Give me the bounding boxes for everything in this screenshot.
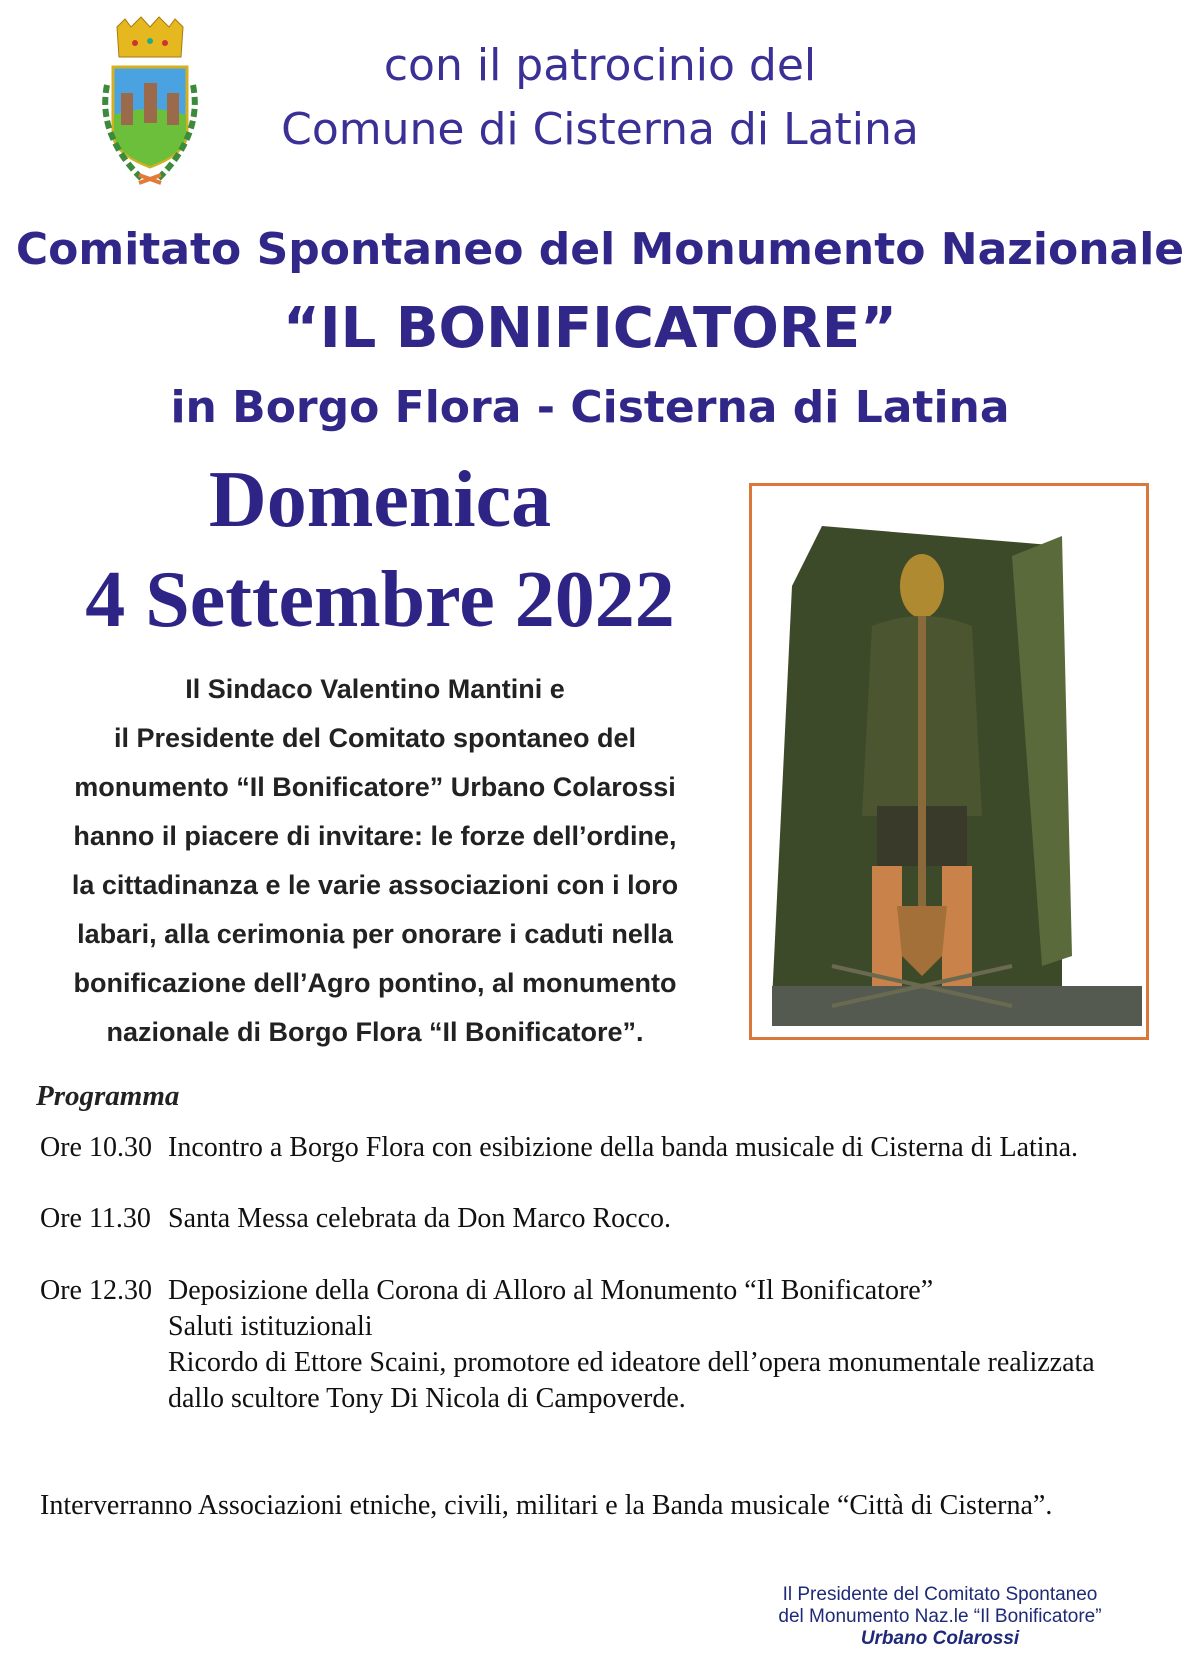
signature-block — [740, 1584, 1140, 1650]
invitation-line: la cittadinanza e le varie associazioni con i loro — [71, 870, 679, 900]
program-time: Ore 10.30 — [40, 1132, 152, 1163]
invitation-line: hanno il piacere di invitare: le forze dell’ordine, — [73, 821, 677, 851]
title-line-1: Comitato Spontaneo del Monumento Nazionale — [15, 224, 1185, 275]
date-full: 4 Settembre 2022 — [85, 556, 675, 644]
program-desc: Incontro a Borgo Flora con esibizione della banda musicale di Cisterna di Latina. — [168, 1132, 1078, 1163]
patronage-line-1: con il patrocinio del — [383, 40, 817, 91]
program-desc: Santa Messa celebrata da Don Marco Rocco. — [168, 1203, 672, 1234]
date-day: Domenica — [208, 456, 552, 544]
signature-line-2: del Monumento Naz.le “Il Bonificatore” — [778, 1606, 1102, 1627]
signature-line-1: Il Presidente del Comitato Spontaneo — [782, 1584, 1098, 1605]
invitation-line: labari, alla cerimonia per onorare i caduti nella — [77, 919, 673, 949]
program-item — [40, 1203, 1190, 1239]
program-desc: Ricordo di Ettore Scaini, promotore ed ideatore dell’opera monumentale realizzata — [168, 1347, 1095, 1378]
signature-name: Urbano Colarossi — [860, 1628, 1020, 1649]
closing-text: Interverranno Associazioni etniche, civili, militari e la Banda musicale “Città di Cisterna”. — [40, 1490, 1053, 1521]
title-line-3: in Borgo Flora - Cisterna di Latina — [170, 382, 1010, 433]
invitation-line: nazionale di Borgo Flora “Il Bonificatore”. — [106, 1017, 644, 1047]
program-heading: Programma — [36, 1080, 180, 1112]
program-item — [40, 1132, 1190, 1168]
invitation-line: il Presidente del Comitato spontaneo del — [113, 723, 637, 753]
program-desc: Saluti istituzionali — [168, 1311, 373, 1342]
title-line-2: “IL BONIFICATORE” — [283, 296, 897, 361]
invitation-text — [20, 665, 730, 1057]
monument-photo — [749, 483, 1149, 1040]
invitation-line: Il Sindaco Valentino Mantini e — [185, 674, 565, 704]
patronage-line-2: Comune di Cisterna di Latina — [281, 104, 919, 155]
bonificatore-statue-icon — [752, 486, 1146, 1037]
program-time: Ore 11.30 — [40, 1203, 151, 1234]
invitation-line: monumento “Il Bonificatore” Urbano Colarossi — [74, 772, 676, 802]
cisterna-coat-of-arms-icon — [95, 15, 205, 190]
invitation-line: bonificazione dell’Agro pontino, al monumento — [73, 968, 677, 998]
program-time: Ore 12.30 — [40, 1275, 152, 1306]
program-desc: Deposizione della Corona di Alloro al Monumento “Il Bonificatore” — [168, 1275, 934, 1306]
program-desc: dallo scultore Tony Di Nicola di Campoverde. — [168, 1383, 686, 1414]
